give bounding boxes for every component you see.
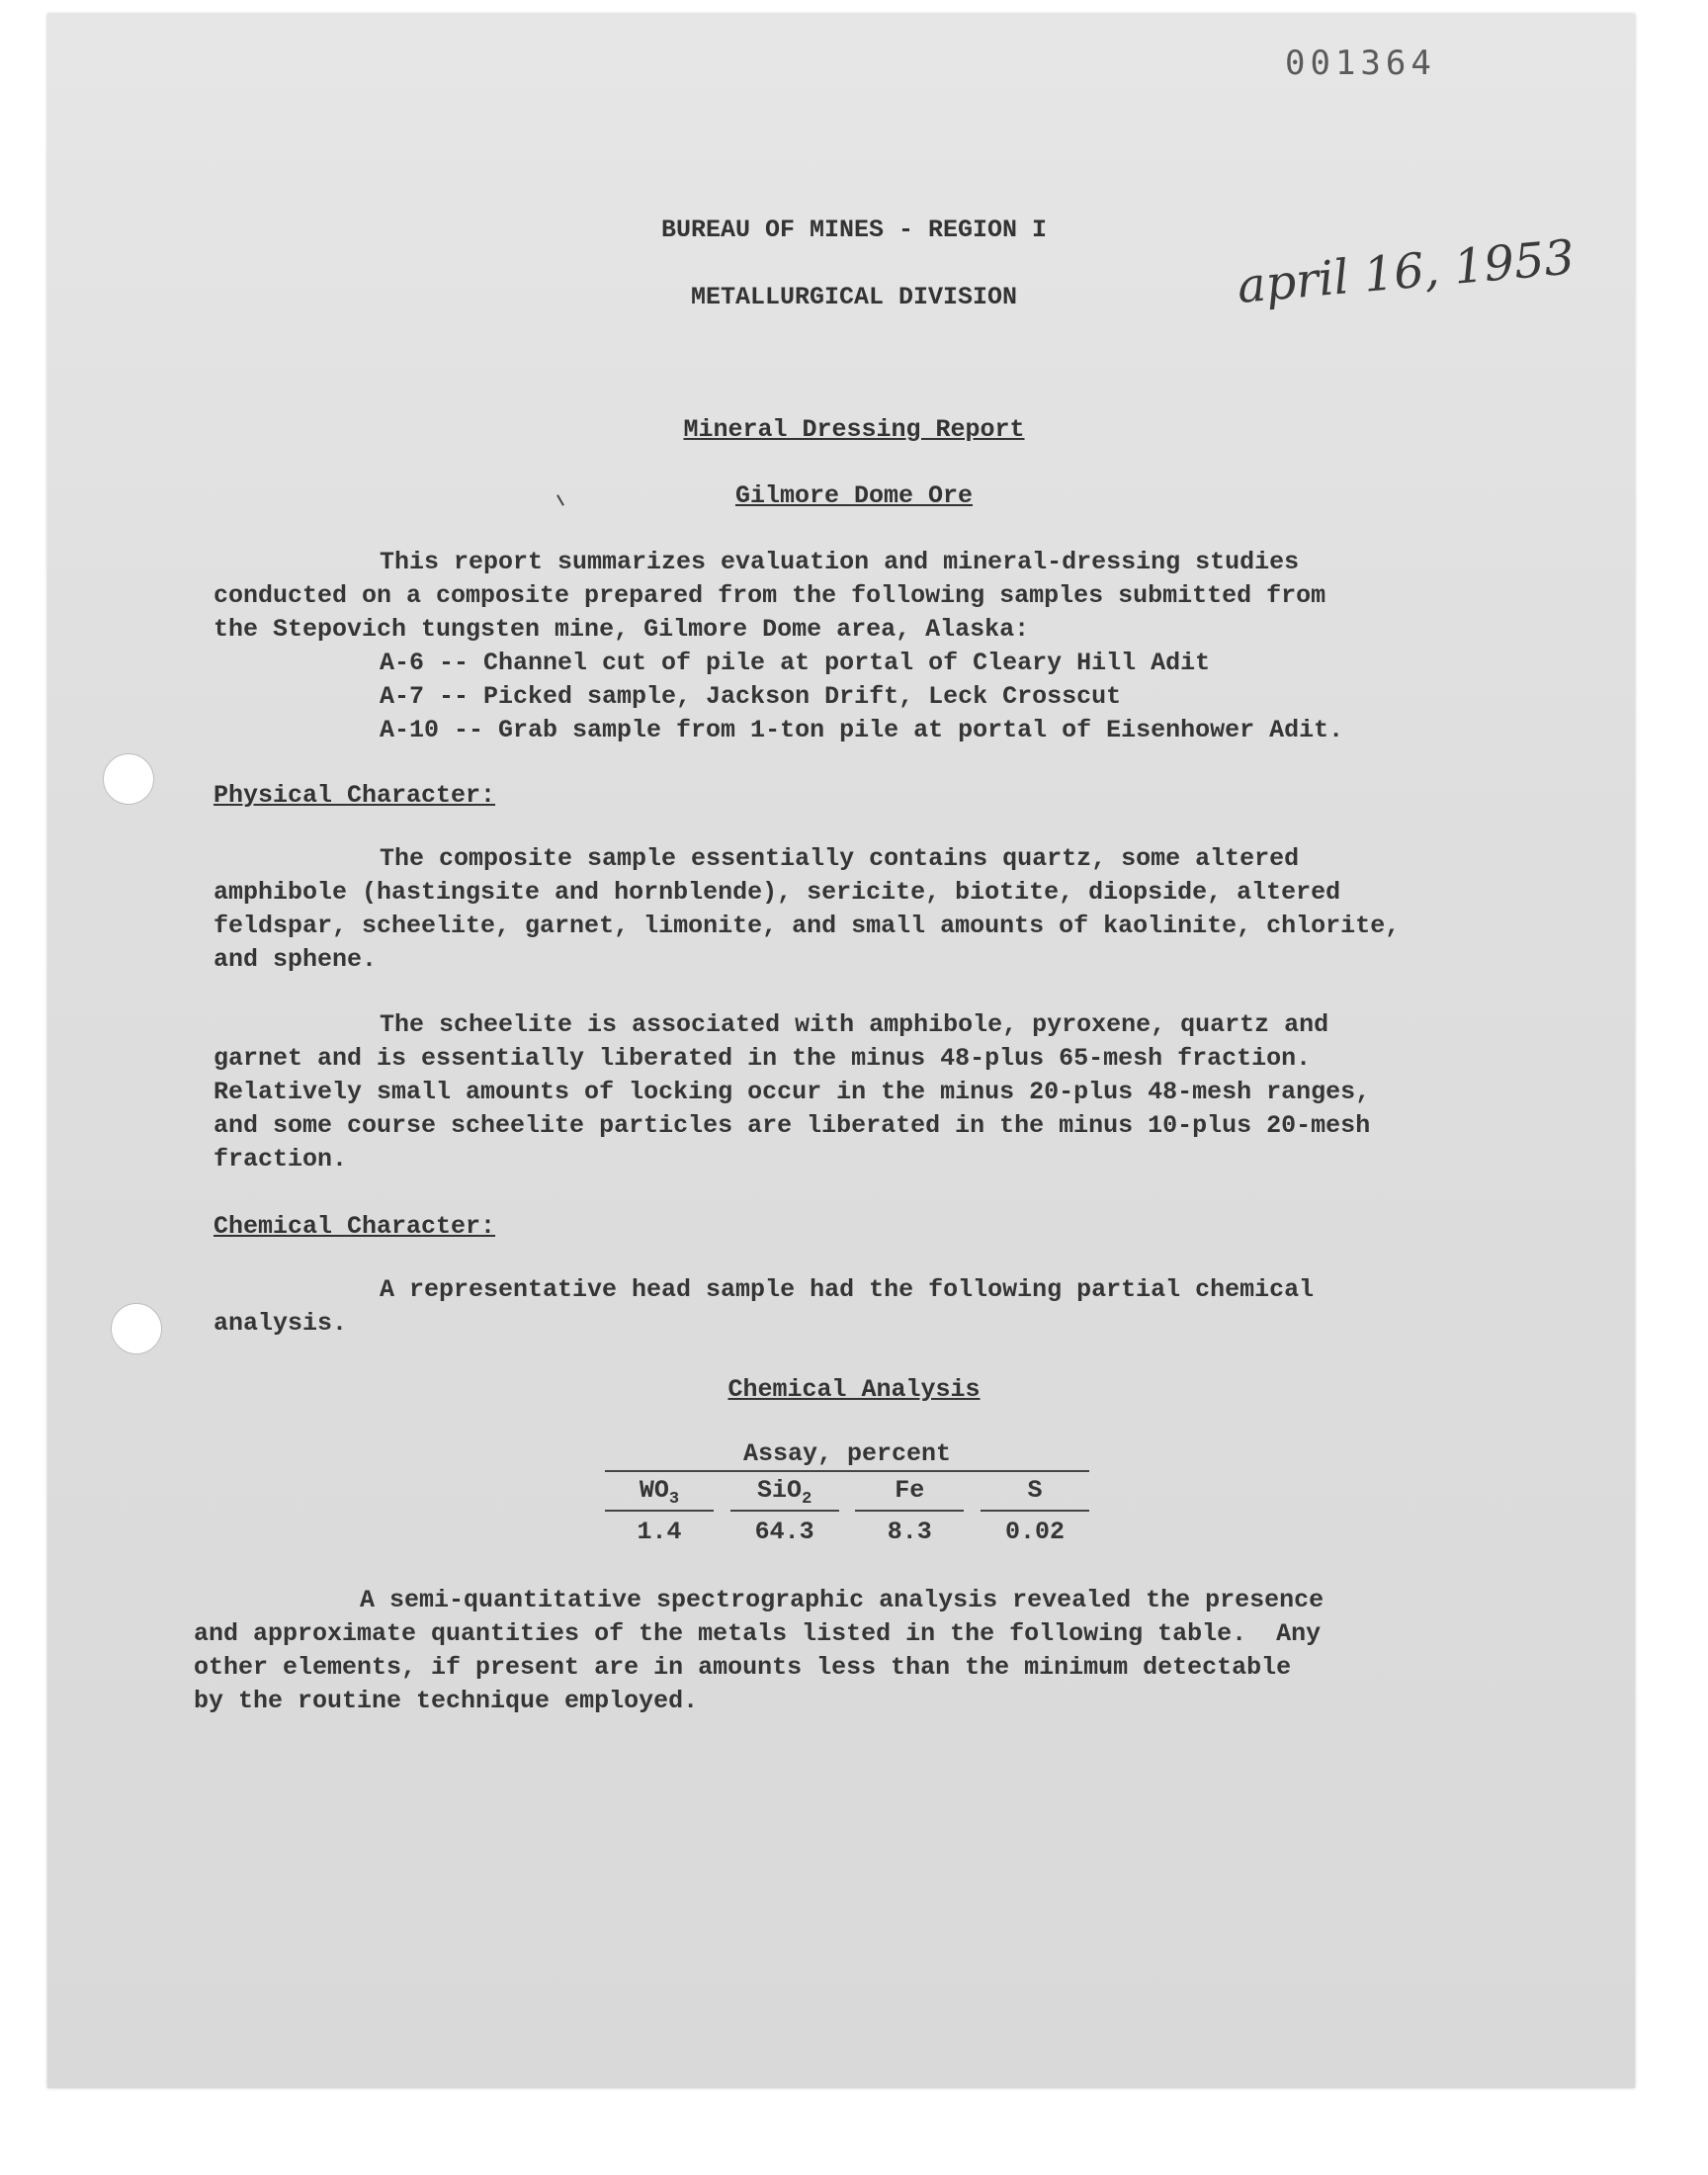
paragraph-line: fraction.	[214, 1145, 348, 1174]
document-number: 001364	[1285, 44, 1436, 83]
physical-paragraph-2	[214, 1008, 1370, 1176]
assay-header-s: S	[981, 1476, 1089, 1512]
assay-caption: Assay, percent	[605, 1439, 1089, 1472]
paragraph-line: The scheelite is associated with amphibole, pyroxene, quartz and	[380, 1010, 1329, 1039]
chemical-character-heading: Chemical Character:	[214, 1212, 496, 1241]
list-item: A-10 -- Grab sample from 1-ton pile at portal of Eisenhower Adit.	[380, 716, 1344, 744]
paragraph-line: and sphene.	[214, 945, 378, 974]
paragraph-line: by the routine technique employed.	[194, 1687, 699, 1715]
assay-value-fe: 8.3	[887, 1518, 932, 1546]
intro-line: the Stepovich tungsten mine, Gilmore Dome area, Alaska:	[214, 615, 1030, 644]
paragraph-line: analysis.	[214, 1309, 348, 1338]
list-item: A-6 -- Channel cut of pile at portal of Cleary Hill Adit	[380, 649, 1211, 677]
physical-paragraph-1	[214, 842, 1400, 977]
punch-hole-top	[103, 753, 154, 805]
paragraph-line: and some course scheelite particles are liberated in the minus 10-plus 20-mesh	[214, 1111, 1371, 1140]
assay-value-sio2: 64.3	[754, 1518, 814, 1546]
intro-paragraph	[214, 546, 1325, 647]
paragraph-line: garnet and is essentially liberated in the minus 48-plus 65-mesh fraction.	[214, 1044, 1312, 1073]
paragraph-line: Relatively small amounts of locking occur in the minus 20-plus 48-mesh ranges,	[214, 1078, 1371, 1106]
assay-table	[605, 1439, 1089, 1546]
assay-value-s: 0.02	[1004, 1518, 1065, 1546]
assay-header-fe: Fe	[855, 1476, 964, 1512]
physical-character-heading: Physical Character:	[214, 781, 496, 810]
paragraph-line: The composite sample essentially contains quartz, some altered	[380, 844, 1300, 873]
sample-list	[380, 647, 1343, 747]
report-title: Mineral Dressing Report	[683, 415, 1025, 444]
chemical-paragraph	[214, 1273, 1314, 1341]
paragraph-line: and approximate quantities of the metals listed in the following table. Any	[194, 1619, 1322, 1648]
paragraph-line: A semi-quantitative spectrographic analysis revealed the presence	[360, 1586, 1324, 1614]
paragraph-line: amphibole (hastingsite and hornblende), sericite, biotite, diopside, altered	[214, 878, 1341, 907]
paragraph-line: other elements, if present are in amounts less than the minimum detectable	[194, 1653, 1292, 1682]
assay-header-sio2: SiO$_2$	[730, 1476, 839, 1512]
handwritten-date: april 16, 1953	[1235, 229, 1578, 314]
intro-line: This report summarizes evaluation and mineral-dressing studies	[380, 548, 1300, 576]
assay-header-row	[605, 1476, 1089, 1512]
paragraph-line: A representative head sample had the following partial chemical	[380, 1275, 1315, 1304]
spectrographic-paragraph	[194, 1584, 1324, 1718]
list-item: A-7 -- Picked sample, Jackson Drift, Leck Crosscut	[380, 682, 1122, 711]
report-subtitle: Gilmore Dome Ore	[734, 481, 974, 510]
paragraph-line: feldspar, scheelite, garnet, limonite, and small amounts of kaolinite, chlorite,	[214, 912, 1401, 940]
assay-header-wo3: $WO_3$	[605, 1476, 714, 1512]
assay-value-row	[605, 1518, 1089, 1546]
header-bureau: BUREAU OF MINES - REGION I	[660, 216, 1048, 244]
chemical-analysis-title: Chemical Analysis	[727, 1375, 981, 1404]
header-division: METALLURGICAL DIVISION	[690, 283, 1018, 311]
assay-value-wo3: 1.4	[637, 1518, 682, 1546]
punch-hole-bottom	[111, 1303, 162, 1354]
intro-line: conducted on a composite prepared from the following samples submitted from	[214, 581, 1326, 610]
